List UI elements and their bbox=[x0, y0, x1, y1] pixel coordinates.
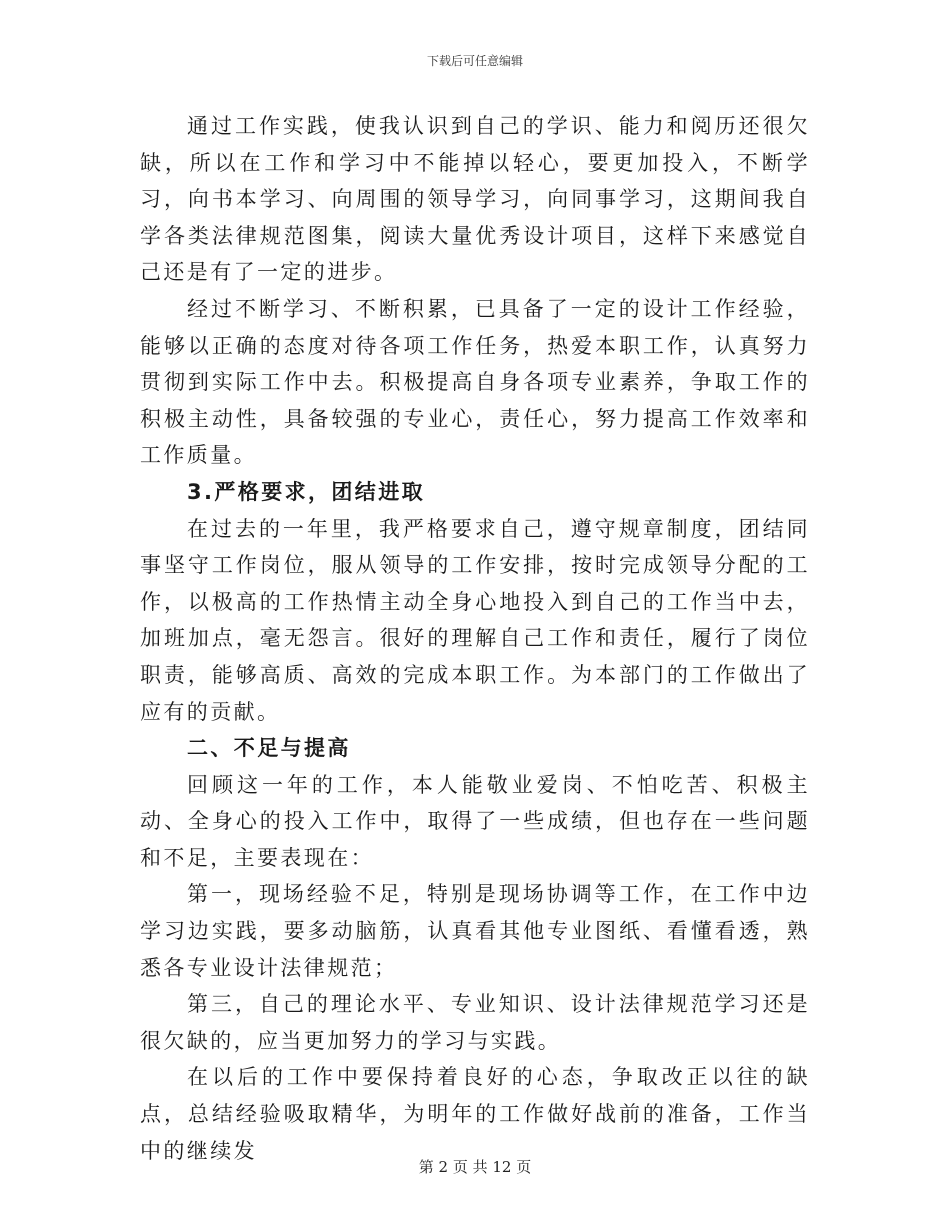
paragraph-6: 第三，自己的理论水平、专业知识、设计法律规范学习还是很欠缺的，应当更加努力的学习与实践。 bbox=[140, 992, 810, 1053]
page-footer: 第 2 页 共 12 页 bbox=[418, 1158, 532, 1176]
paragraph-7: 在以后的工作中要保持着良好的心态，争取改正以往的缺点，总结经验吸取精华，为明年的工作做好战前的准备，工作当中的继续发 bbox=[140, 1065, 810, 1163]
page-header: 下载后可任意编辑 bbox=[426, 54, 523, 68]
document-body bbox=[140, 108, 810, 1169]
paragraph-3: 在过去的一年里，我严格要求自己，遵守规章制度，团结同事坚守工作岗位，服从领导的工作安排，按时完成领导分配的工作，以极高的工作热情主动全身心地投入到自己的工作当中去，加班加点，毫无怨言。很好的理解自己工作和责任，履行了岗位职责，能够高质、高效的完成本职工作。为本部门的工作做出了应有的贡献。 bbox=[140, 516, 810, 724]
section-heading-2: 二、不足与提高 bbox=[187, 736, 351, 761]
paragraph-2: 经过不断学习、不断积累，已具备了一定的设计工作经验，能够以正确的态度对待各项工作任务，热爱本职工作，认真努力贯彻到实际工作中去。积极提高自身各项专业素养，争取工作的积极主动性，具备较强的专业心，责任心，努力提高工作效率和工作质量。 bbox=[140, 296, 810, 468]
paragraph-1: 通过工作实践，使我认识到自己的学识、能力和阅历还很欠缺，所以在工作和学习中不能掉以轻心，要更加投入，不断学习，向书本学习、向周围的领导学习，向同事学习，这期间我自学各类法律规范图集，阅读大量优秀设计项目，这样下来感觉自己还是有了一定的进步。 bbox=[140, 114, 810, 285]
section-heading-3: 3.严格要求，团结进取 bbox=[187, 479, 425, 504]
paragraph-4: 回顾这一年的工作，本人能敬业爱岗、不怕吃苦、积极主动、全身心的投入工作中，取得了一些成绩，但也存在一些问题和不足，主要表现在： bbox=[140, 772, 810, 870]
paragraph-5: 第一，现场经验不足，特别是现场协调等工作，在工作中边学习边实践，要多动脑筋，认真看其他专业图纸、看懂看透，熟悉各专业设计法律规范； bbox=[140, 882, 810, 980]
